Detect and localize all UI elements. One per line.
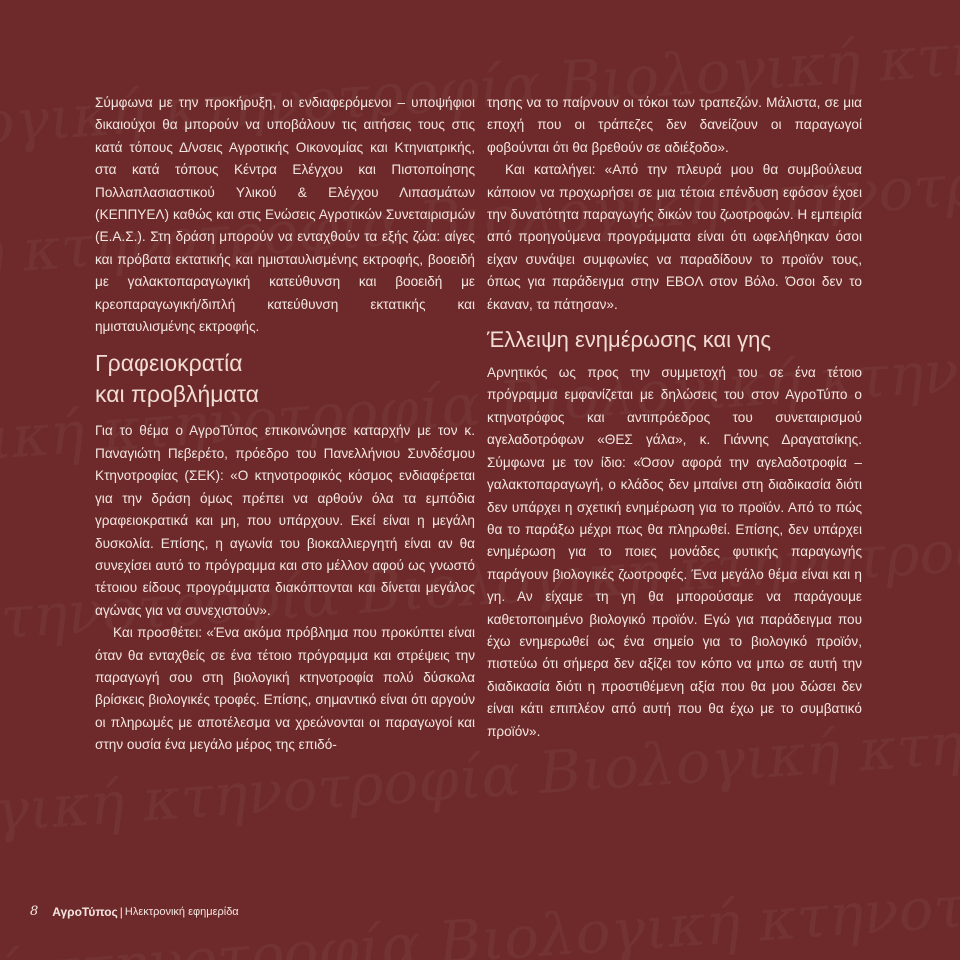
page-footer: [30, 904, 239, 919]
footer-separator: |: [119, 904, 123, 919]
section-heading: Έλλειψη ενημέρωσης και γης: [487, 327, 772, 353]
left-column: [95, 92, 475, 757]
heading-line: Γραφειοκρατία: [95, 350, 243, 377]
paragraph: Για το θέμα ο ΑγροΤύπος επικοινώνησε καταρχήν με τον κ. Παναγιώτη Πεβερέτο, πρόεδρο του Πανελλήνιου Συνδέσμου Κτηνοτροφίας (ΣΕΚ): «Ο κτηνοτροφικός κόσμος ενδιαφέρεται για την δράση όμως πρέπει να αρθούν όλα τα εμπόδια γραφειοκρατικά και μη, που υπάρχουν. Εκεί είναι η μεγάλη δυσκολία. Επίσης, η αγωνία του βιοκαλλιεργητή είναι αν θα συνεχίσει αυτό το πρόγραμμα και στο μέλλον αφού ως γνωστό τέτοιου είδους προγράμματα διακόπτονται και δίνεται μεγάλος αγώνας για να συνεχιστούν».: [95, 423, 475, 618]
paragraph: Και προσθέτει: «Ένα ακόμα πρόβλημα που προκύπτει είναι όταν θα ενταχθείς σε ένα τέτοιο πρόγραμμα και στρέψεις την παραγωγή σου στη βιολογική κτηνοτροφία πολύ δύσκολα βρίσκεις βιολογικές τροφές. Επίσης, σημαντικό είναι ότι αργούν οι πληρωμές με αποτέλεσμα να χρεώνονται οι παραγωγοί και στην ουσία ένα μεγάλο μέρος της επιδό-: [95, 625, 475, 753]
section-heading: [95, 348, 475, 410]
heading-line: και προβλήματα: [95, 381, 259, 408]
paragraph: Αρνητικός ως προς την συμμετοχή του σε ένα τέτοιο πρόγραμμα εμφανίζεται με δηλώσεις του στον ΑγροΤύπο ο κτηνοτρόφος και αντιπρόεδρος του συνεταιρισμού αγελαδοτρόφων «ΘΕΣ γάλα», κ. Γιάννης Δραγατσίκης. Σύμφωνα με τον ίδιο: «Όσον αφορά την αγελαδοτροφία – γαλακτοπαραγωγή, ο κλάδος δεν μπαίνει στη διαδικασία διότι δεν υπάρχει η σχετική ενημέρωση για το προϊόν. Από το πώς θα το παράξω μέχρι πως θα πληρωθεί. Επίσης, δεν υπάρχει ενημέρωση για το ποιες μονάδες φυτικής παραγωγής παράγουν βιολογικές ζωοτροφές. Ένα μεγάλο θέμα είναι και η γη. Αν είχαμε τη γη θα μπορούσαμε να παράγουμε καθετοποιημένο βιολογικό προϊόν. Εγώ για παράδειγμα που έχω ενημερωθεί ως ένα σημείο για το βιολογικό προϊόν, πιστεύω ότι σήμερα δεν αξίζει τον κόπο να μπω σε αυτή την διαδικασία διότι η προστιθέμενη αξία που θα μου δώσει δεν είναι κάτι επιπλέον από αυτή που θα έχω με το συμβατικό προϊόν».: [487, 365, 862, 739]
paragraph: τησης να το παίρνουν οι τόκοι των τραπεζών. Μάλιστα, σε μια εποχή που οι τράπεζες δεν δανείζουν οι παραγωγοί φοβούνται ότι θα βρεθούν σε αδιέξοδο».: [487, 95, 862, 155]
watermark-line: [0, 788, 960, 960]
paragraph: Σύμφωνα με την προκήρυξη, οι ενδιαφερόμενοι – υποψήφιοι δικαιούχοι θα μπορούν να υποβάλουν τις αιτήσεις τους στις κατά τόπους Δ/νσεις Αγροτικής Οικονομίας και Κτηνιατρικής, στα κατά τόπους Κέντρα Ελέγχου και Πιστοποίησης Πολλαπλασιαστικού Υλικού & Ελέγχου Λιπασμάτων (ΚΕΠΠΥΕΛ) καθώς και στις Ενώσεις Αγροτικών Συνεταιρισμών (Ε.Α.Σ.). Στη δράση μπορούν να ενταχθούν τα εξής ζώα: αίγες και πρόβατα εκτατικής και ημισταυλισμένης εκτροφής, βοοειδή με γαλακτοπαραγωγική κατεύθυνση και βοοειδή με κρεοπαραγωγική/διπλή κατεύθυνση εκτατικής και ημισταυλισμένης εκτροφής.: [95, 95, 475, 335]
right-column: [487, 92, 862, 743]
page-number: 8: [30, 904, 39, 919]
brand-subtitle: Ηλεκτρονική εφημερίδα: [124, 905, 239, 918]
paragraph: Και καταλήγει: «Από την πλευρά μου θα συμβούλευα κάποιον να προχωρήσει σε μια τέτοια επένδυση εφόσον έχοει την δυνατότητα παραγωγής δικών του ζωοτροφών. Η εμπειρία από προηγούμενα προγράμματα είναι ότι ωφελήθηκαν όσοι είχαν συνάψει συμφωνίες να παραδίδουν το προϊόν τους, όπως για παράδειγμα στην ΕΒΟΛ στον Βόλο. Όσοι δεν το έκαναν, τα πάτησαν».: [487, 162, 862, 312]
brand-name: ΑγροΤύπος: [52, 904, 118, 919]
